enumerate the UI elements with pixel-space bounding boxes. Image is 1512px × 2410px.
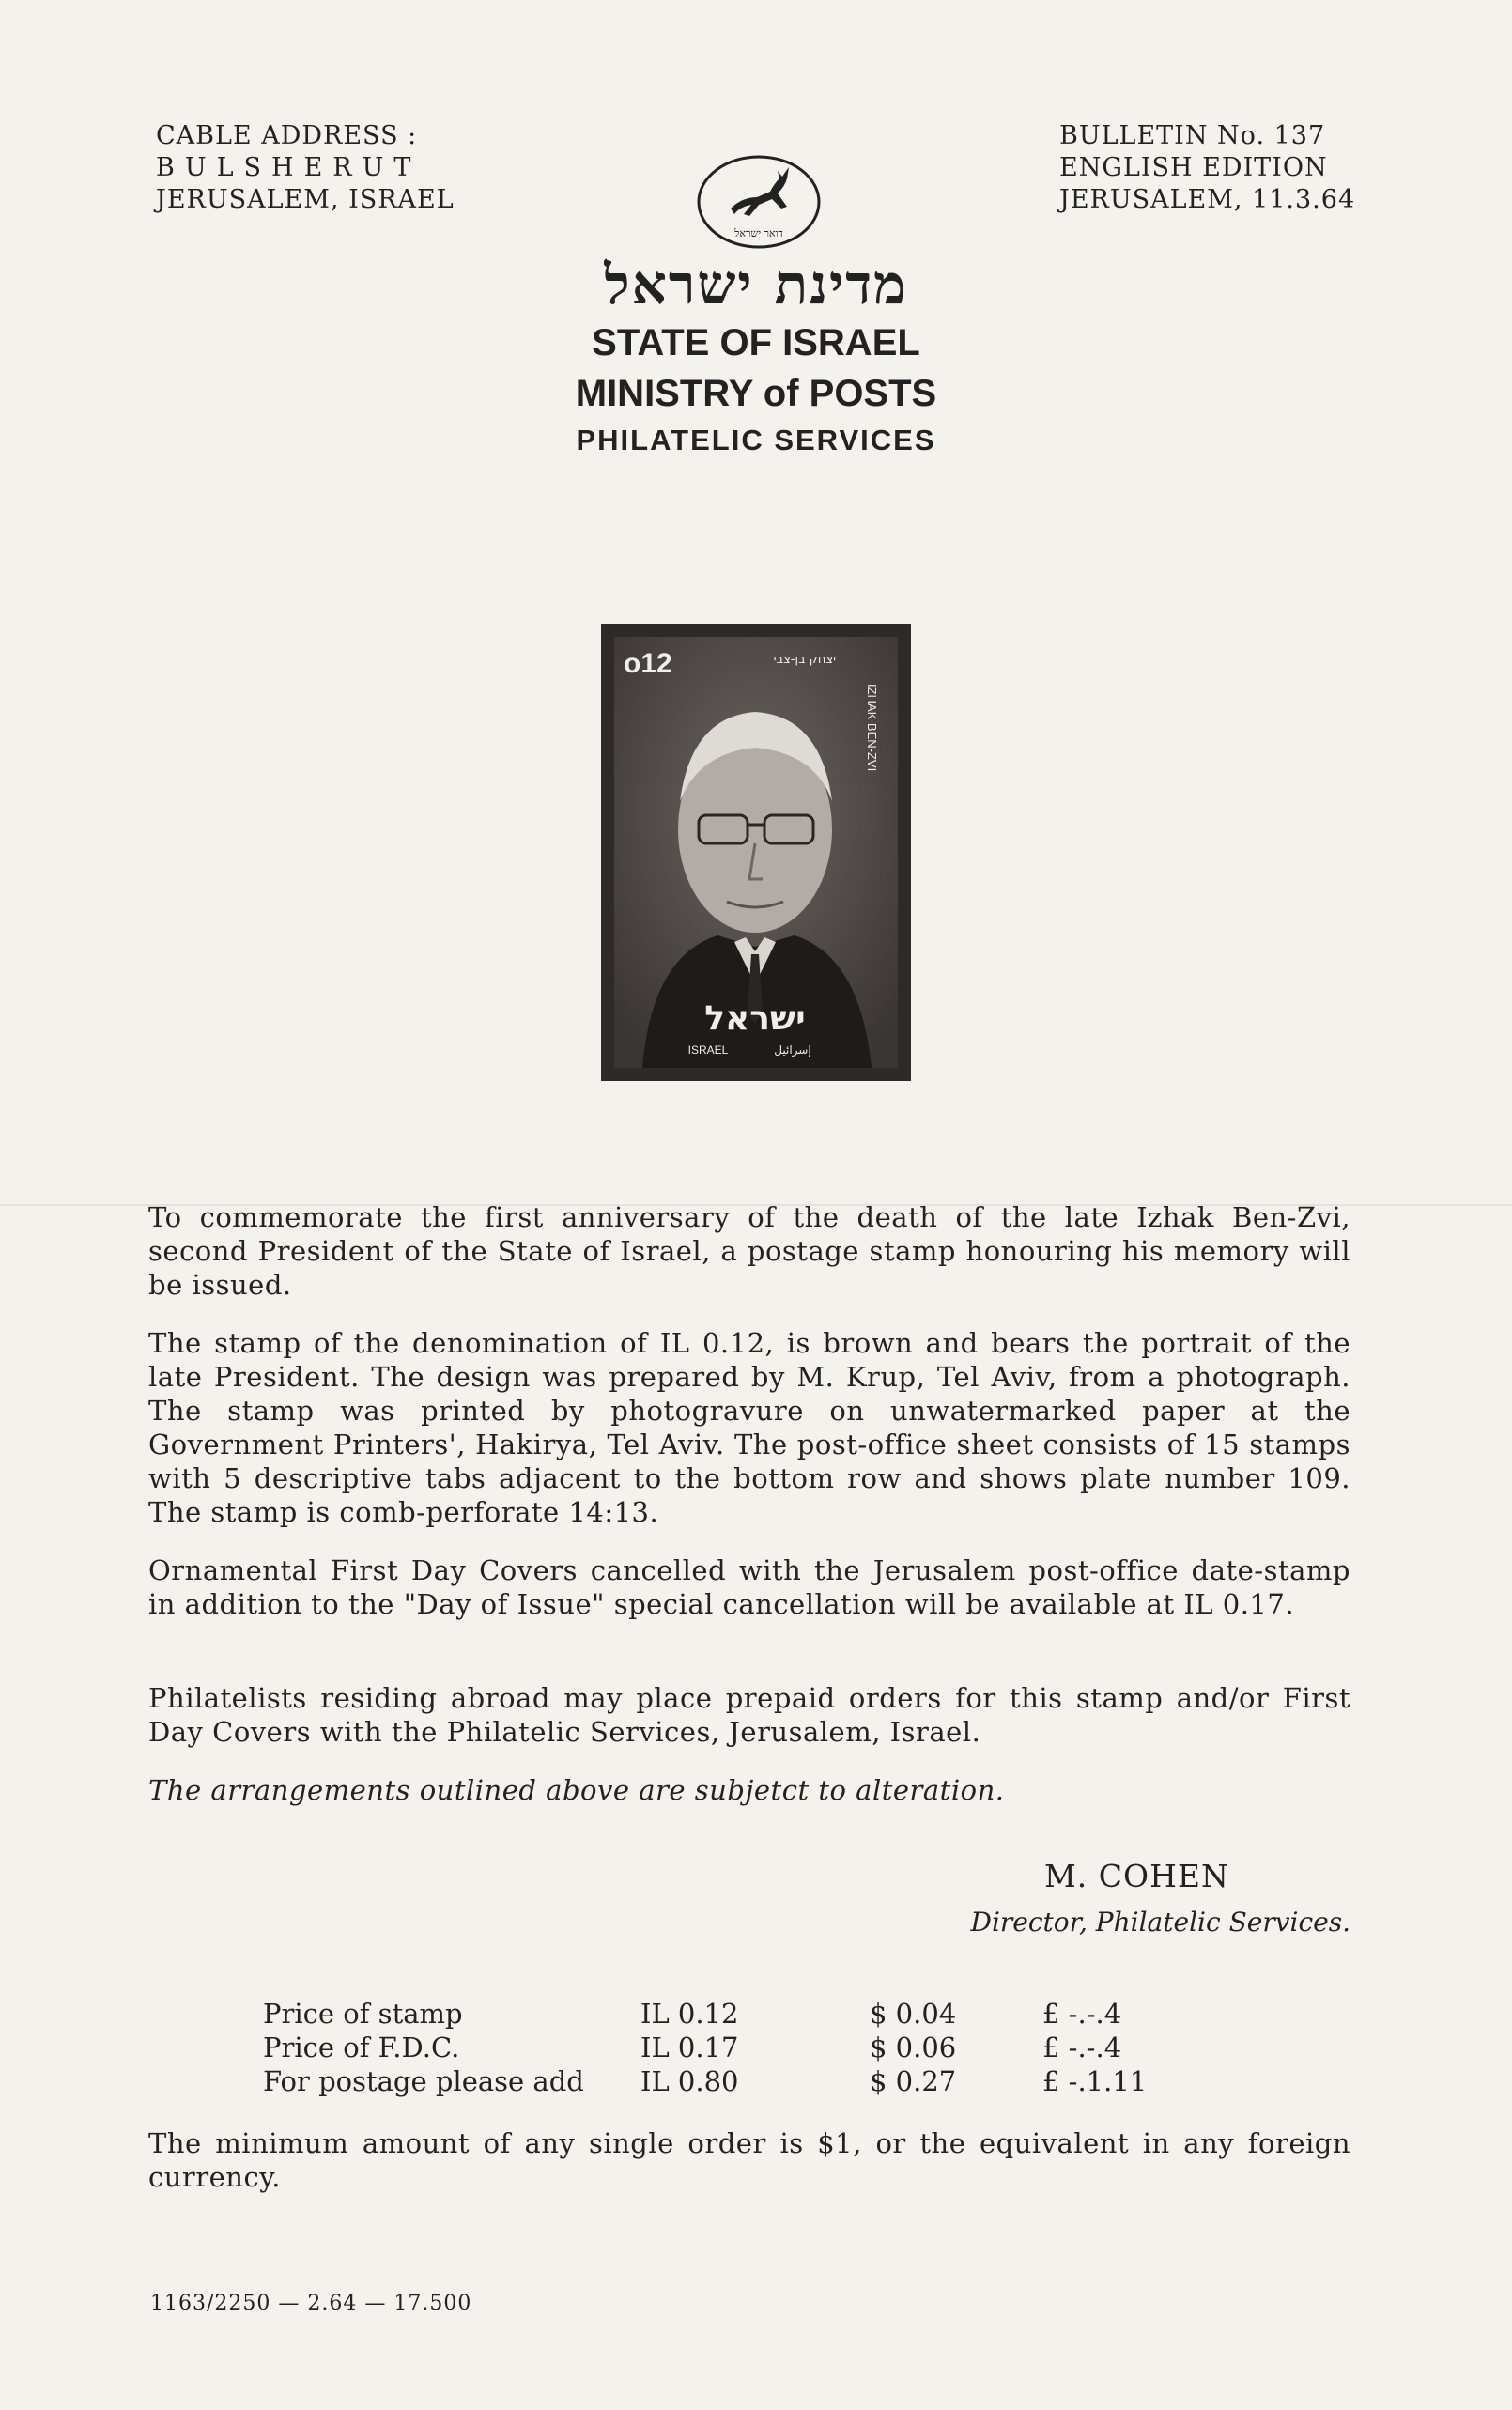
price-usd: $ 0.06	[870, 2032, 957, 2063]
price-table	[263, 1997, 1296, 2098]
price-row	[263, 2064, 1296, 2098]
signature-title: Director, Philatelic Services.	[970, 1907, 1350, 1938]
price-il: IL 0.12	[640, 1998, 739, 2030]
bulletin-info-block	[1059, 120, 1355, 216]
price-row	[263, 2031, 1296, 2064]
stamp-country-he: ישראל	[704, 999, 806, 1038]
print-reference: 1163/2250 — 2.64 — 17.500	[150, 2292, 472, 2315]
stamp-name-he: יצחק בן-צבי	[773, 653, 836, 667]
stamp-portrait	[614, 637, 898, 1068]
ministry-title: MINISTRY of POSTS	[575, 373, 937, 414]
masthead	[474, 252, 1038, 462]
cable-address-label: CABLE ADDRESS :	[156, 121, 418, 150]
state-title: STATE OF ISRAEL	[592, 322, 920, 363]
price-label: For postage please add	[263, 2065, 584, 2097]
paragraph-minimum-order: The minimum amount of any single order is $1, or the equivalent in any foreign currency.	[148, 2127, 1350, 2193]
stamp-country-en: ISRAEL	[687, 1043, 729, 1057]
price-gbp: £ -.-.4	[1042, 1998, 1122, 2030]
paragraph-orders: Philatelists residing abroad may place prepaid orders for this stamp and/or First Day Covers with the Philatelic Services, Jerusalem, Israel.	[148, 1682, 1350, 1748]
price-gbp: £ -.-.4	[1042, 2032, 1122, 2063]
paragraph-first-day-covers: Ornamental First Day Covers cancelled with the Jerusalem post-office date-stamp in addition to the "Day of Issue" special cancellation will be available at IL 0.17.	[148, 1554, 1350, 1620]
cable-address-block	[156, 120, 455, 216]
price-usd: $ 0.04	[870, 1998, 957, 2030]
paragraph-stamp-details: The stamp of the denomination of IL 0.12, is brown and bears the portrait of the late President. The design was prepared by M. Krup, Tel Aviv, from a photograph. The stamp was printed by photogravure on unwatermarked paper at the Government Printers', Hakirya, Tel Aviv. The post-office sheet consists of 15 stamps with 5 descriptive tabs adjacent to the bottom row and shows plate number 109. The stamp is comb-perforate 14:13.	[148, 1327, 1350, 1528]
price-usd: $ 0.27	[870, 2065, 957, 2097]
bulletin-edition: ENGLISH EDITION	[1059, 153, 1328, 182]
signature-name: M. COHEN	[1044, 1858, 1229, 1894]
bulletin-number: BULLETIN No. 137	[1059, 121, 1326, 150]
stamp-country-ar: إسرائيل	[774, 1043, 811, 1057]
service-title: PHILATELIC SERVICES	[576, 424, 936, 456]
stamp-image	[601, 624, 911, 1081]
emblem-caption: דואר ישראל	[734, 227, 783, 239]
price-label: Price of F.D.C.	[263, 2032, 460, 2063]
price-label: Price of stamp	[263, 1998, 463, 2030]
price-il: IL 0.17	[640, 2032, 739, 2063]
cable-address-value: BULSHERUT	[156, 153, 422, 182]
price-il: IL 0.80	[640, 2065, 739, 2097]
gazelle-emblem-icon	[693, 150, 825, 254]
hebrew-title: מדינת ישראל	[604, 253, 908, 317]
cable-address-city: JERUSALEM, ISRAEL	[156, 185, 455, 214]
paragraph-commemoration: To commemorate the first anniversary of the death of the late Izhak Ben-Zvi, second President of the State of Israel, a postage stamp honouring his memory will be issued.	[148, 1201, 1350, 1301]
bulletin-date: JERUSALEM, 11.3.64	[1059, 185, 1356, 214]
stamp-name-en: IZHAK BEN-ZVI	[865, 684, 879, 772]
stamp-denomination: o12	[624, 648, 672, 679]
price-row	[263, 1997, 1296, 2031]
paragraph-alteration-note: The arrangements outlined above are subjetct to alteration.	[148, 1774, 1005, 1806]
price-gbp: £ -.1.11	[1042, 2065, 1148, 2097]
